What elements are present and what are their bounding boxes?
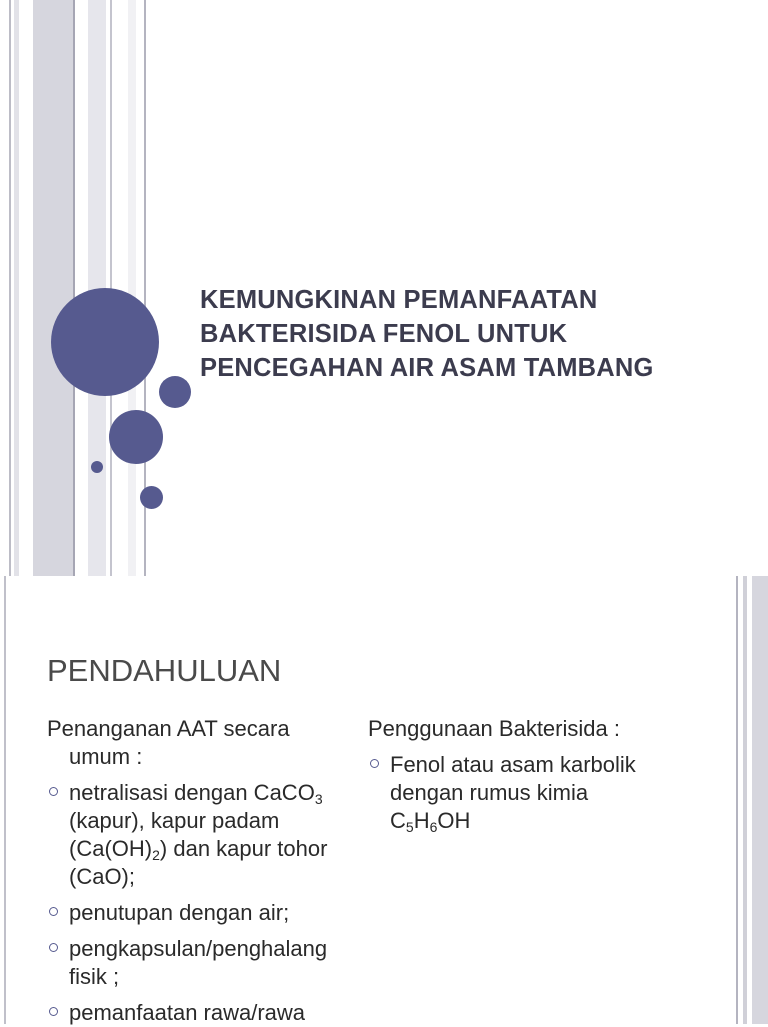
list-item: Fenol atau asam karbolik dengan rumus kimia $C_5H_6OH$	[368, 751, 668, 835]
bullet-ring-icon	[370, 759, 379, 768]
right-heading: Penggunaan Bakterisida :	[368, 716, 620, 741]
decor-circle	[91, 461, 103, 473]
bullet-ring-icon	[49, 943, 58, 952]
decor-circle	[109, 410, 163, 464]
presentation-title: KEMUNGKINAN PEMANFAATAN BAKTERISIDA FENOL UNTUK PENCEGAHAN AIR ASAM TAMBANG	[200, 286, 654, 382]
list-item: pemanfaatan rawa/rawa	[47, 999, 347, 1027]
list-item: penutupan dengan air;	[47, 899, 347, 927]
decor-stripe	[736, 576, 738, 1024]
left-heading: Penanganan AAT secara umum :	[47, 716, 290, 769]
decor-stripe	[743, 576, 747, 1024]
decor-circle	[51, 288, 159, 396]
decor-stripe	[14, 0, 19, 576]
right-column	[368, 715, 668, 835]
slide-heading: PENDAHULUAN	[47, 653, 282, 688]
decor-stripe	[752, 576, 768, 1024]
list-item: netralisasi dengan CaCO$_3$ (kapur), kapur padam $(Ca(OH)_2)$ dan kapur tohor (CaO);	[47, 779, 347, 891]
bullet-ring-icon	[49, 787, 58, 796]
decor-stripe	[4, 576, 6, 1024]
list-item: pengkapsulan/penghalang fisik ;	[47, 935, 347, 991]
bullet-ring-icon	[49, 1007, 58, 1016]
decor-stripe	[9, 0, 11, 576]
decor-stripe	[73, 0, 75, 576]
decor-stripe	[128, 0, 136, 576]
bullet-ring-icon	[49, 907, 58, 916]
left-column	[47, 715, 347, 1027]
decor-stripe	[33, 0, 73, 576]
decor-circle	[159, 376, 191, 408]
decor-circle	[140, 486, 163, 509]
